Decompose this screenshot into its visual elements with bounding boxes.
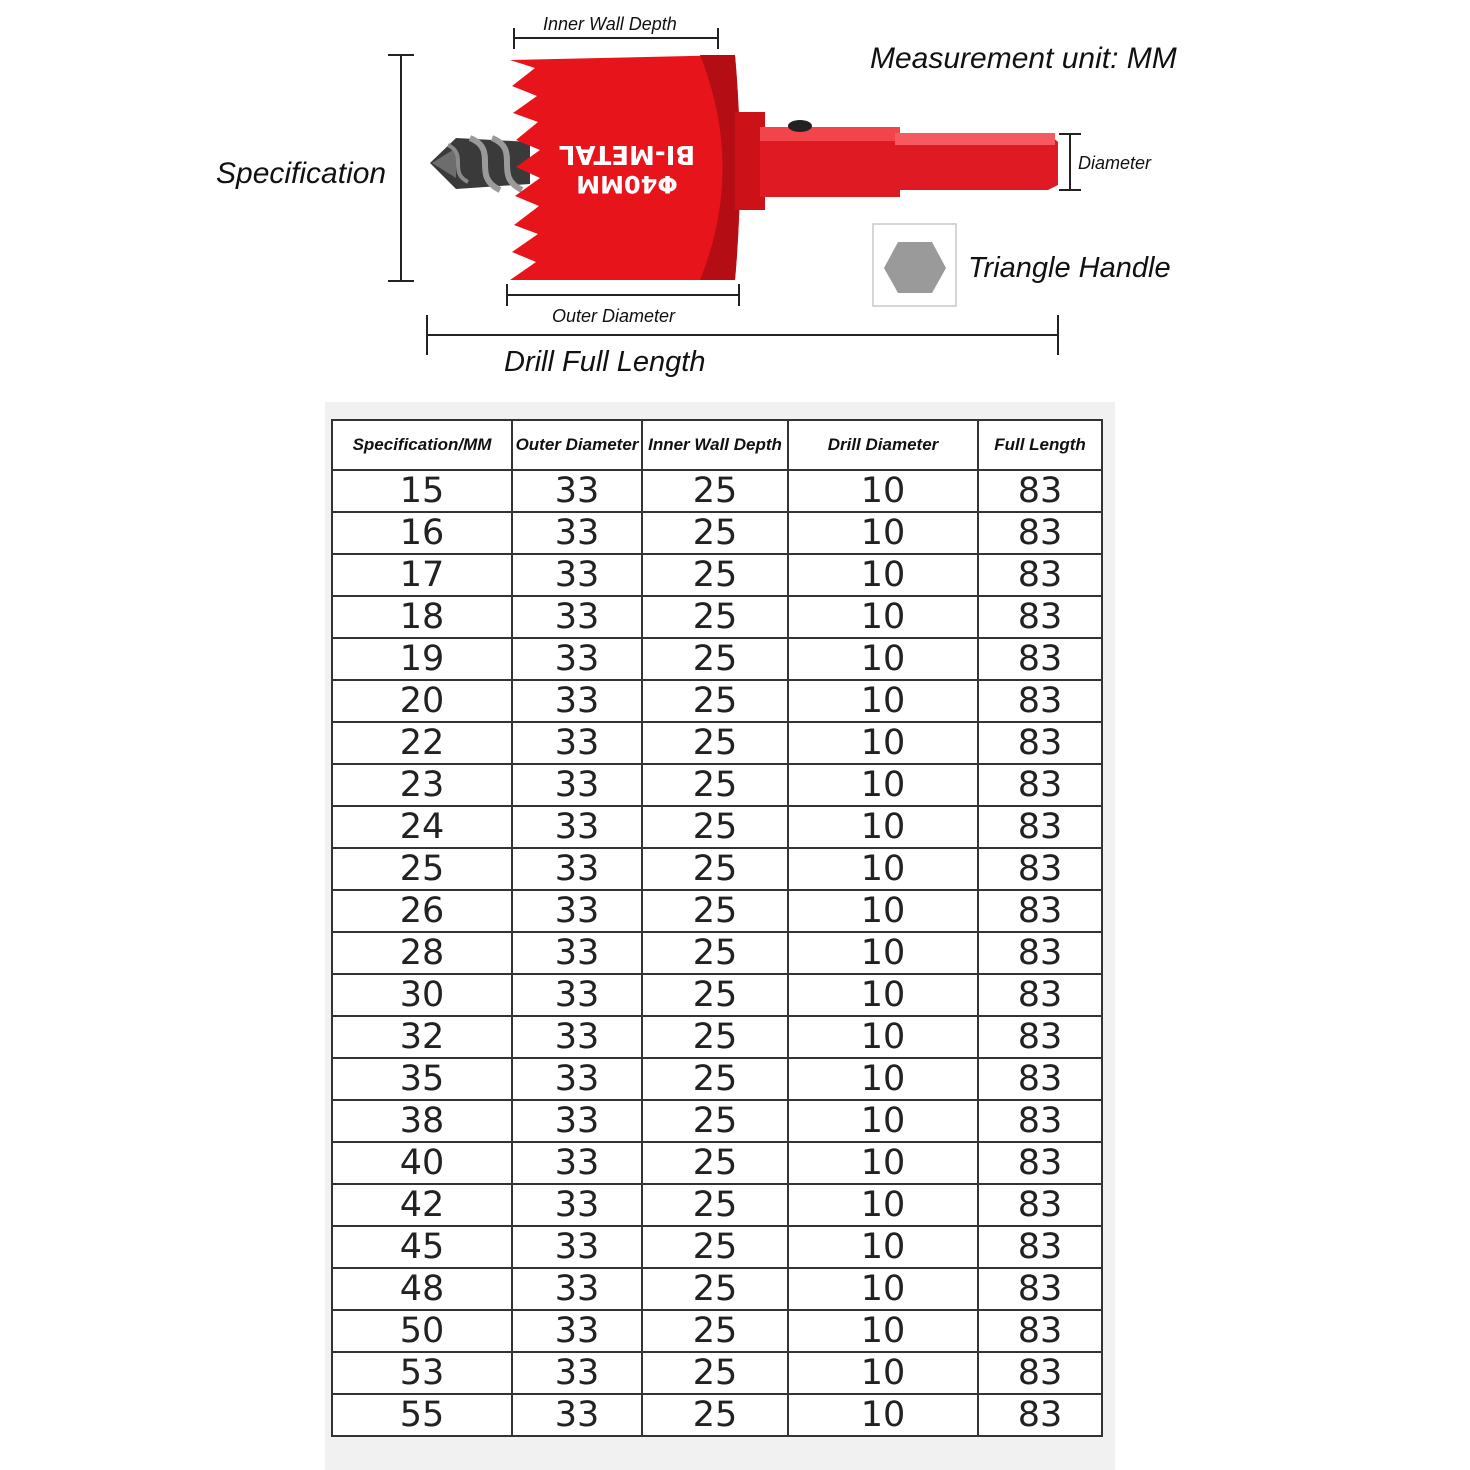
full-length-cell: 83 bbox=[978, 1310, 1102, 1352]
inner-wall-depth-cell: 25 bbox=[642, 932, 788, 974]
triangle-handle-icon bbox=[873, 224, 956, 306]
full-length-cell: 83 bbox=[978, 1226, 1102, 1268]
full-length-cell: 83 bbox=[978, 1016, 1102, 1058]
table-row bbox=[332, 1016, 1102, 1058]
spec-cell: 26 bbox=[332, 890, 512, 932]
spec-cell: 38 bbox=[332, 1100, 512, 1142]
spec-cell: 45 bbox=[332, 1226, 512, 1268]
table-row bbox=[332, 806, 1102, 848]
full-length-cell: 83 bbox=[978, 1100, 1102, 1142]
table-row bbox=[332, 554, 1102, 596]
table-row bbox=[332, 1100, 1102, 1142]
inner-wall-depth-cell: 25 bbox=[642, 596, 788, 638]
full-length-cell: 83 bbox=[978, 764, 1102, 806]
full-length-cell: 83 bbox=[978, 638, 1102, 680]
specification-dimension-line bbox=[388, 55, 414, 281]
outer-diameter-cell: 33 bbox=[512, 722, 642, 764]
spec-cell: 50 bbox=[332, 1310, 512, 1352]
drill-diameter-cell: 10 bbox=[788, 974, 978, 1016]
inner-wall-depth-cell: 25 bbox=[642, 512, 788, 554]
drill-full-length-label: Drill Full Length bbox=[504, 346, 706, 378]
full-length-cell: 83 bbox=[978, 932, 1102, 974]
table-row bbox=[332, 638, 1102, 680]
spec-cell: 28 bbox=[332, 932, 512, 974]
outer-diameter-cell: 33 bbox=[512, 1100, 642, 1142]
full-length-cell: 83 bbox=[978, 806, 1102, 848]
spec-cell: 48 bbox=[332, 1268, 512, 1310]
header-full-length: Full Length bbox=[978, 420, 1102, 470]
inner-wall-depth-cell: 25 bbox=[642, 1016, 788, 1058]
product-marking bbox=[559, 139, 695, 198]
drill-diameter-cell: 10 bbox=[788, 890, 978, 932]
drill-diameter-cell: 10 bbox=[788, 470, 978, 512]
table-row bbox=[332, 974, 1102, 1016]
spec-cell: 15 bbox=[332, 470, 512, 512]
spec-cell: 24 bbox=[332, 806, 512, 848]
table-row bbox=[332, 680, 1102, 722]
spec-cell: 23 bbox=[332, 764, 512, 806]
full-length-cell: 83 bbox=[978, 470, 1102, 512]
spec-cell: 40 bbox=[332, 1142, 512, 1184]
table-row bbox=[332, 470, 1102, 512]
spec-cell: 25 bbox=[332, 848, 512, 890]
marking-material-text: BI-METAL bbox=[558, 139, 696, 169]
full-length-cell: 83 bbox=[978, 1058, 1102, 1100]
outer-diameter-cell: 33 bbox=[512, 1184, 642, 1226]
drill-diameter-cell: 10 bbox=[788, 1142, 978, 1184]
spec-cell: 18 bbox=[332, 596, 512, 638]
drill-diameter-cell: 10 bbox=[788, 1016, 978, 1058]
full-length-cell: 83 bbox=[978, 1394, 1102, 1436]
outer-diameter-cell: 33 bbox=[512, 1268, 642, 1310]
inner-wall-depth-cell: 25 bbox=[642, 1310, 788, 1352]
table-row bbox=[332, 890, 1102, 932]
full-length-cell: 83 bbox=[978, 596, 1102, 638]
inner-wall-depth-cell: 25 bbox=[642, 1352, 788, 1394]
full-length-cell: 83 bbox=[978, 1352, 1102, 1394]
outer-diameter-cell: 33 bbox=[512, 806, 642, 848]
spec-cell: 30 bbox=[332, 974, 512, 1016]
spec-cell: 55 bbox=[332, 1394, 512, 1436]
outer-diameter-cell: 33 bbox=[512, 764, 642, 806]
outer-diameter-cell: 33 bbox=[512, 512, 642, 554]
spec-cell: 20 bbox=[332, 680, 512, 722]
drill-diameter-cell: 10 bbox=[788, 806, 978, 848]
table-row bbox=[332, 512, 1102, 554]
inner-wall-depth-cell: 25 bbox=[642, 1058, 788, 1100]
spec-cell: 17 bbox=[332, 554, 512, 596]
table-row bbox=[332, 848, 1102, 890]
inner-wall-depth-cell: 25 bbox=[642, 1394, 788, 1436]
drill-diameter-cell: 10 bbox=[788, 1394, 978, 1436]
inner-wall-depth-cell: 25 bbox=[642, 1142, 788, 1184]
outer-diameter-cell: 33 bbox=[512, 638, 642, 680]
outer-diameter-cell: 33 bbox=[512, 1310, 642, 1352]
drill-diameter-cell: 10 bbox=[788, 1310, 978, 1352]
table-row bbox=[332, 1352, 1102, 1394]
pilot-drill bbox=[430, 138, 530, 190]
full-length-cell: 83 bbox=[978, 1268, 1102, 1310]
outer-diameter-cell: 33 bbox=[512, 470, 642, 512]
table-row bbox=[332, 1268, 1102, 1310]
drill-diameter-cell: 10 bbox=[788, 722, 978, 764]
hole-saw-illustration bbox=[0, 0, 1470, 400]
table-row bbox=[332, 1058, 1102, 1100]
full-length-cell: 83 bbox=[978, 722, 1102, 764]
full-length-cell: 83 bbox=[978, 512, 1102, 554]
outer-diameter-cell: 33 bbox=[512, 1016, 642, 1058]
table-row bbox=[332, 1142, 1102, 1184]
measurement-unit-label: Measurement unit: MM bbox=[870, 42, 1177, 75]
specification-label: Specification bbox=[216, 157, 387, 190]
inner-wall-depth-cell: 25 bbox=[642, 974, 788, 1016]
inner-wall-depth-cell: 25 bbox=[642, 1226, 788, 1268]
table-row bbox=[332, 932, 1102, 974]
inner-wall-depth-cell: 25 bbox=[642, 680, 788, 722]
outer-diameter-cell: 33 bbox=[512, 680, 642, 722]
drill-diameter-cell: 10 bbox=[788, 848, 978, 890]
drill-diameter-cell: 10 bbox=[788, 596, 978, 638]
outer-diameter-cell: 33 bbox=[512, 1058, 642, 1100]
full-length-cell: 83 bbox=[978, 848, 1102, 890]
outer-diameter-cell: 33 bbox=[512, 932, 642, 974]
outer-diameter-cell: 33 bbox=[512, 848, 642, 890]
header-specification: Specification/MM bbox=[332, 420, 512, 470]
outer-diameter-cell: 33 bbox=[512, 1394, 642, 1436]
drill-diameter-cell: 10 bbox=[788, 680, 978, 722]
table-row bbox=[332, 764, 1102, 806]
spec-cell: 22 bbox=[332, 722, 512, 764]
outer-diameter-cell: 33 bbox=[512, 596, 642, 638]
drill-diameter-cell: 10 bbox=[788, 638, 978, 680]
outer-diameter-label: Outer Diameter bbox=[552, 306, 676, 326]
full-length-cell: 83 bbox=[978, 890, 1102, 932]
outer-diameter-cell: 33 bbox=[512, 1352, 642, 1394]
table-row bbox=[332, 1184, 1102, 1226]
drill-diameter-cell: 10 bbox=[788, 554, 978, 596]
inner-wall-depth-label: Inner Wall Depth bbox=[543, 14, 677, 34]
drill-diameter-cell: 10 bbox=[788, 1226, 978, 1268]
product-diagram bbox=[0, 0, 1470, 400]
drill-diameter-cell: 10 bbox=[788, 512, 978, 554]
inner-wall-depth-cell: 25 bbox=[642, 722, 788, 764]
header-outer-diameter: Outer Diameter bbox=[512, 420, 642, 470]
spec-cell: 19 bbox=[332, 638, 512, 680]
drill-diameter-cell: 10 bbox=[788, 1268, 978, 1310]
spec-cell: 42 bbox=[332, 1184, 512, 1226]
spec-cell: 16 bbox=[332, 512, 512, 554]
inner-wall-depth-cell: 25 bbox=[642, 806, 788, 848]
inner-wall-depth-cell: 25 bbox=[642, 554, 788, 596]
marking-size-text: Φ40MM bbox=[576, 170, 678, 198]
inner-wall-depth-cell: 25 bbox=[642, 890, 788, 932]
spec-cell: 32 bbox=[332, 1016, 512, 1058]
full-length-cell: 83 bbox=[978, 680, 1102, 722]
inner-wall-depth-cell: 25 bbox=[642, 848, 788, 890]
table-row bbox=[332, 1310, 1102, 1352]
table-header-row bbox=[332, 420, 1102, 470]
drill-diameter-cell: 10 bbox=[788, 1058, 978, 1100]
inner-wall-depth-cell: 25 bbox=[642, 764, 788, 806]
header-inner-wall-depth: Inner Wall Depth bbox=[642, 420, 788, 470]
drill-diameter-cell: 10 bbox=[788, 932, 978, 974]
spec-table bbox=[331, 419, 1103, 1437]
table-row bbox=[332, 722, 1102, 764]
full-length-cell: 83 bbox=[978, 554, 1102, 596]
table-row bbox=[332, 1226, 1102, 1268]
full-length-cell: 83 bbox=[978, 1184, 1102, 1226]
table-row bbox=[332, 1394, 1102, 1436]
table-row bbox=[332, 596, 1102, 638]
drill-diameter-cell: 10 bbox=[788, 1184, 978, 1226]
spec-cell: 53 bbox=[332, 1352, 512, 1394]
outer-diameter-cell: 33 bbox=[512, 1226, 642, 1268]
full-length-cell: 83 bbox=[978, 974, 1102, 1016]
inner-wall-depth-cell: 25 bbox=[642, 1268, 788, 1310]
outer-diameter-cell: 33 bbox=[512, 890, 642, 932]
inner-wall-depth-cell: 25 bbox=[642, 638, 788, 680]
outer-diameter-cell: 33 bbox=[512, 554, 642, 596]
full-length-cell: 83 bbox=[978, 1142, 1102, 1184]
spec-cell: 35 bbox=[332, 1058, 512, 1100]
drill-diameter-cell: 10 bbox=[788, 1100, 978, 1142]
header-drill-diameter: Drill Diameter bbox=[788, 420, 978, 470]
triangle-handle-label: Triangle Handle bbox=[968, 252, 1171, 284]
table-body bbox=[332, 470, 1102, 1436]
outer-diameter-dimension-line bbox=[507, 284, 739, 306]
outer-diameter-cell: 33 bbox=[512, 974, 642, 1016]
inner-wall-depth-cell: 25 bbox=[642, 1100, 788, 1142]
inner-wall-depth-cell: 25 bbox=[642, 1184, 788, 1226]
inner-wall-depth-cell: 25 bbox=[642, 470, 788, 512]
outer-diameter-cell: 33 bbox=[512, 1142, 642, 1184]
spec-table-container bbox=[325, 402, 1115, 1470]
drill-diameter-cell: 10 bbox=[788, 1352, 978, 1394]
diameter-label: Diameter bbox=[1078, 153, 1152, 173]
drill-diameter-cell: 10 bbox=[788, 764, 978, 806]
